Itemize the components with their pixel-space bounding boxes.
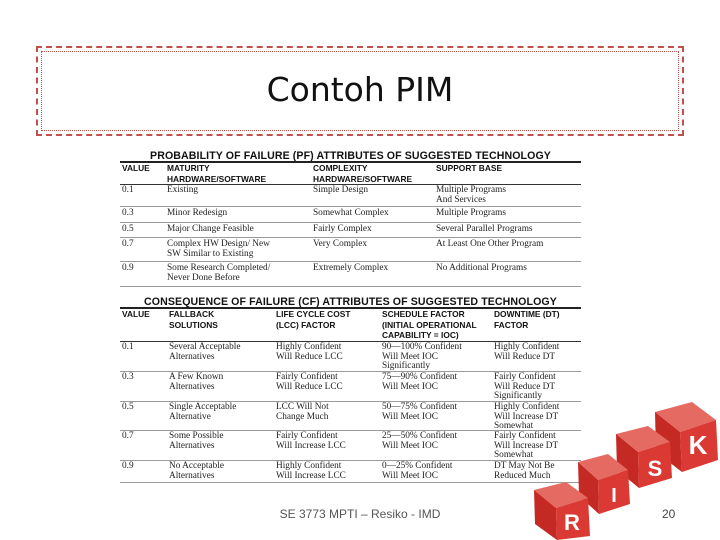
cf-table-cell: 90—100% Confident Will Meet IOC Significantly	[382, 342, 462, 372]
pf-row-divider	[120, 286, 581, 287]
cf-row-divider	[120, 482, 581, 483]
pf-table-cell: Fairly Complex	[313, 224, 372, 234]
cube-letter-r: R	[564, 510, 580, 535]
cf-table-cell: Highly Confident Will Reduce LCC	[276, 342, 343, 362]
pf-table-cell: Minor Redesign	[167, 208, 228, 218]
pf-table-cell: 0.3	[122, 208, 134, 218]
slide-footer: SE 3773 MPTI – Resiko - IMD	[279, 507, 441, 521]
slide-title: Contoh PIM	[266, 70, 454, 109]
cf-table-cell: Highly Confident Will Reduce DT	[494, 342, 560, 362]
cf-table-cell: LCC Will Not Change Much	[276, 402, 329, 422]
pf-header-cell: VALUE	[122, 163, 150, 173]
pf-table-cell: Major Change Feasible	[167, 224, 254, 234]
pim-table-image	[118, 150, 583, 482]
cf-table-cell: 0.3	[122, 372, 134, 382]
pf-header-cell: COMPLEXITY HARDWARE/SOFTWARE	[313, 163, 413, 184]
pf-table-cell: 0.9	[122, 263, 134, 273]
pf-table-cell: Some Research Completed/ Never Done Before	[167, 263, 271, 283]
cf-table-cell: Highly Confident Will Increase LCC	[276, 461, 346, 481]
cf-table-cell: Several Acceptable Alternatives	[169, 342, 241, 362]
pf-table-cell: Extremely Complex	[313, 263, 389, 273]
pf-row-divider	[120, 261, 581, 262]
cf-table-cell: Fairly Confident Will Reduce DT Significantly	[494, 372, 556, 402]
pf-header-cell: SUPPORT BASE	[436, 163, 503, 173]
pf-table-heading: PROBABILITY OF FAILURE (PF) ATTRIBUTES OF SUGGESTED TECHNOLOGY	[150, 150, 551, 162]
cf-table-cell: Fairly Confident Will Increase LCC	[276, 431, 346, 451]
cf-table-cell: 0—25% Confident Will Meet IOC	[382, 461, 453, 481]
pf-table-cell: Several Parallel Programs	[436, 224, 533, 234]
pf-table-cell: 0.7	[122, 239, 134, 249]
cf-table-cell: A Few Known Alternatives	[169, 372, 224, 392]
pf-row-divider	[120, 222, 581, 223]
cf-header-cell: FALLBACK SOLUTIONS	[169, 309, 218, 330]
cf-table-heading: CONSEQUENCE OF FAILURE (CF) ATTRIBUTES OF SUGGESTED TECHNOLOGY	[144, 296, 557, 308]
pf-table-cell: Complex HW Design/ New SW Similar to Existing	[167, 239, 270, 259]
cf-table-cell: Fairly Confident Will Reduce LCC	[276, 372, 343, 392]
cf-header-cell: DOWNTIME (DT) FACTOR	[494, 309, 560, 330]
cf-table-cell: No Acceptable Alternatives	[169, 461, 224, 481]
risk-cubes-image	[520, 390, 720, 540]
cf-table-cell: Highly Confident Will Increase DT Somewhat	[494, 402, 560, 432]
cf-table-cell: Fairly Confident Will Increase DT Somewhat	[494, 431, 559, 461]
pf-table-cell: Somewhat Complex	[313, 208, 389, 218]
pf-table-cell: No Additional Programs	[436, 263, 527, 273]
cube-letter-k: K	[688, 430, 708, 460]
cf-table-cell: 25—50% Confident Will Meet IOC	[382, 431, 458, 451]
title-box	[36, 46, 684, 136]
pf-table-cell: Very Complex	[313, 239, 367, 249]
pf-row-divider	[120, 237, 581, 238]
cf-table-cell: 75—90% Confident Will Meet IOC	[382, 372, 458, 392]
pf-table-cell: Multiple Programs And Services	[436, 185, 506, 205]
pf-table-cell: Existing	[167, 185, 198, 195]
cf-header-cell: VALUE	[122, 309, 150, 319]
cube-letter-i: I	[611, 485, 617, 507]
cf-table-cell: Some Possible Alternatives	[169, 431, 224, 451]
cf-table-cell: 0.9	[122, 461, 134, 471]
cf-header-cell: SCHEDULE FACTOR (INITIAL OPERATIONAL CAPABILITY = IOC)	[382, 309, 477, 340]
cf-table-cell: 0.5	[122, 402, 134, 412]
pf-table-cell: Simple Design	[313, 185, 369, 195]
cf-table-cell: Single Acceptable Alternative	[169, 402, 237, 422]
cf-header-cell: LIFE CYCLE COST (LCC) FACTOR	[276, 309, 351, 330]
cube-letter-s: S	[647, 456, 663, 481]
pf-table-cell: 0.5	[122, 224, 134, 234]
cf-table-cell: DT May Not Be Reduced Much	[494, 461, 555, 481]
pf-table-cell: At Least One Other Program	[436, 239, 544, 249]
pf-row-divider	[120, 206, 581, 207]
cf-table-cell: 0.1	[122, 342, 134, 352]
cf-table-cell: 0.7	[122, 431, 134, 441]
page-number: 20	[662, 507, 676, 521]
pf-table-cell: 0.1	[122, 185, 134, 195]
cf-table-cell: 50—75% Confident Will Meet IOC	[382, 402, 458, 422]
pf-header-cell: MATURITY HARDWARE/SOFTWARE	[167, 163, 267, 184]
pf-table-cell: Multiple Programs	[436, 208, 506, 218]
